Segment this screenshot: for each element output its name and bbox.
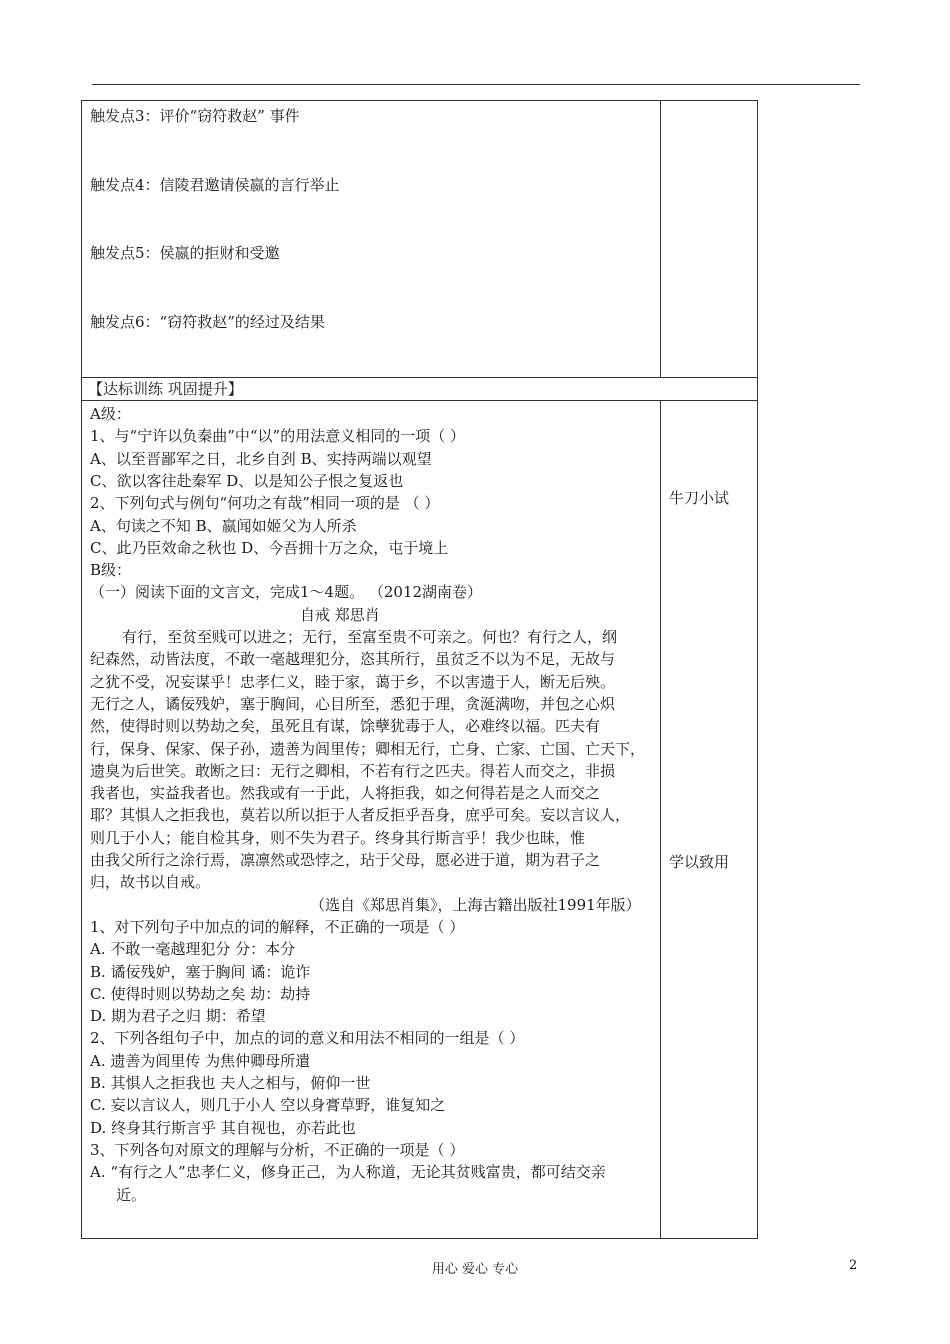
exercise-line: 有行，至贫至贱可以进之；无行，至富至贵不可亲之。何也？有行之人，纲 — [122, 628, 618, 646]
exercise-line: 我者也，实益我者也。然我或有一于此，人将拒我，如之何得若是之人而交之 — [90, 784, 601, 803]
exercise-line: 1、与“宁许以负秦曲”中“以”的用法意义相同的一项（ ） — [90, 427, 465, 446]
side-cell-empty — [661, 101, 758, 378]
trigger-point-5: 触发点5：侯嬴的拒财和受邀 — [90, 244, 280, 262]
exercise-line: 然，使得时则以势劫之矣，虽死且有谋，馀孽犹毒于人，必难终以福。匹夫有 — [90, 717, 601, 736]
section-heading-cell — [82, 378, 758, 401]
exercise-line: B. 谲佞残妒，塞于胸间 谲：诡诈 — [90, 962, 311, 981]
side-label-application: 学以致用 — [669, 853, 730, 871]
exercise-line: 3、下列各句对原文的理解与分析，不正确的一项是（ ） — [90, 1140, 465, 1159]
exercise-line: 耶？其惧人之拒我也，莫若以所以拒于人者反拒乎吾身，庶乎可矣。妄以言议人， — [90, 806, 631, 825]
section-heading: 【达标训练 巩固提升】 — [88, 380, 243, 398]
exercise-line: 纪森然，动皆法度，不敢一毫越理犯分，恣其所行，虽贫乏不以为不足，无故与 — [90, 650, 616, 669]
exercise-line: A. 遗善为闾里传 为焦仲卿母所遣 — [90, 1051, 311, 1070]
exercise-line: A. 不敢一毫越理犯分 分：本分 — [90, 940, 296, 959]
exercise-line: 行，保身、保家、保子孙，遗善为闾里传；卿相无行，亡身、亡家、亡国、亡天下， — [90, 739, 646, 758]
exercise-line: 2、下列句式与例句“何功之有哉”相同一项的是 （ ） — [90, 494, 440, 513]
lesson-table — [81, 100, 758, 1239]
exercise-line: D. 期为君子之归 期：希望 — [90, 1007, 266, 1026]
exercise-line: B级： — [90, 561, 132, 580]
trigger-points-cell — [82, 101, 661, 378]
exercise-line: 归，故书以自戒。 — [90, 873, 211, 892]
exercise-line: B. 其惧人之拒我也 夫人之相与，俯仰一世 — [90, 1074, 371, 1092]
exercise-line: （选自《郑思肖集》，上海古籍出版社1991年版） — [310, 895, 641, 914]
exercise-body — [82, 401, 660, 1238]
exercise-line: A级： — [90, 405, 131, 423]
side-label-cell — [661, 401, 758, 1239]
exercise-line: 2、下列各组句子中，加点的词的意义和用法不相同的一组是（ ） — [90, 1029, 525, 1048]
trigger-point-6: 触发点6：“窃符救赵”的经过及结果 — [90, 313, 325, 331]
exercise-cell — [82, 401, 661, 1239]
exercise-line: 则几于小人；能自检其身，则不失为君子。终身其行斯言乎！我少也昧，惟 — [90, 828, 586, 847]
trigger-point-3: 触发点3：评价“窃符救赵” 事件 — [90, 107, 300, 125]
page-footer: 用心 爱心 专心 — [431, 1262, 519, 1277]
exercise-line: 之犹不受，况妄谋乎！忠孝仁义，睦于家，蔼于乡，不以害遗于人，断无后殃。 — [90, 672, 616, 691]
header-rule — [92, 84, 860, 85]
exercise-line: A. “有行之人”忠孝仁义，修身正己，为人称道，无论其贫贱富贵，都可结交亲 — [90, 1163, 606, 1182]
exercise-line: C. 妄以言议人，则几于小人 空以身膏草野，谁复知之 — [90, 1096, 446, 1115]
exercise-line: 1、对下列句子中加点的词的解释，不正确的一项是（ ） — [90, 917, 465, 936]
exercise-line: 自戒 郑思肖 — [300, 605, 380, 624]
exercise-line: C、此乃臣效命之秋也 D、今吾拥十万之众，屯于境上 — [90, 538, 449, 557]
exercise-line: A、以至晋鄙军之日，北乡自刭 B、实持两端以观望 — [90, 449, 432, 468]
side-label-practice: 牛刀小试 — [669, 489, 730, 507]
exercise-line: A、句读之不知 B、嬴闻如姬父为人所杀 — [90, 516, 357, 535]
exercise-line: 遗臭为后世笑。敢断之曰：无行之卿相，不若有行之匹夫。得若人而交之，非损 — [90, 761, 616, 780]
exercise-line: 由我父所行之涂行焉，凛凛然或恐悖之，玷于父母，愿必进于道，期为君子之 — [90, 851, 601, 869]
exercise-line: 无行之人，谲佞残妒，塞于胸间，心目所至，悉犯于理，贪涎满吻，并包之心炽 — [90, 694, 616, 713]
exercise-line: （一）阅读下面的文言文，完成1～4题。 （2012湖南卷） — [90, 583, 483, 602]
page-number: 2 — [849, 1258, 858, 1273]
trigger-point-4: 触发点4：信陵君邀请侯嬴的言行举止 — [90, 176, 340, 194]
exercise-line: 近。 — [116, 1185, 147, 1204]
exercise-line: D. 终身其行斯言乎 其自视也，亦若此也 — [90, 1118, 356, 1137]
exercise-line: C. 使得时则以势劫之矣 劫：劫持 — [90, 984, 311, 1003]
exercise-line: C、欲以客往赴秦军 D、以是知公子恨之复返也 — [90, 471, 404, 490]
